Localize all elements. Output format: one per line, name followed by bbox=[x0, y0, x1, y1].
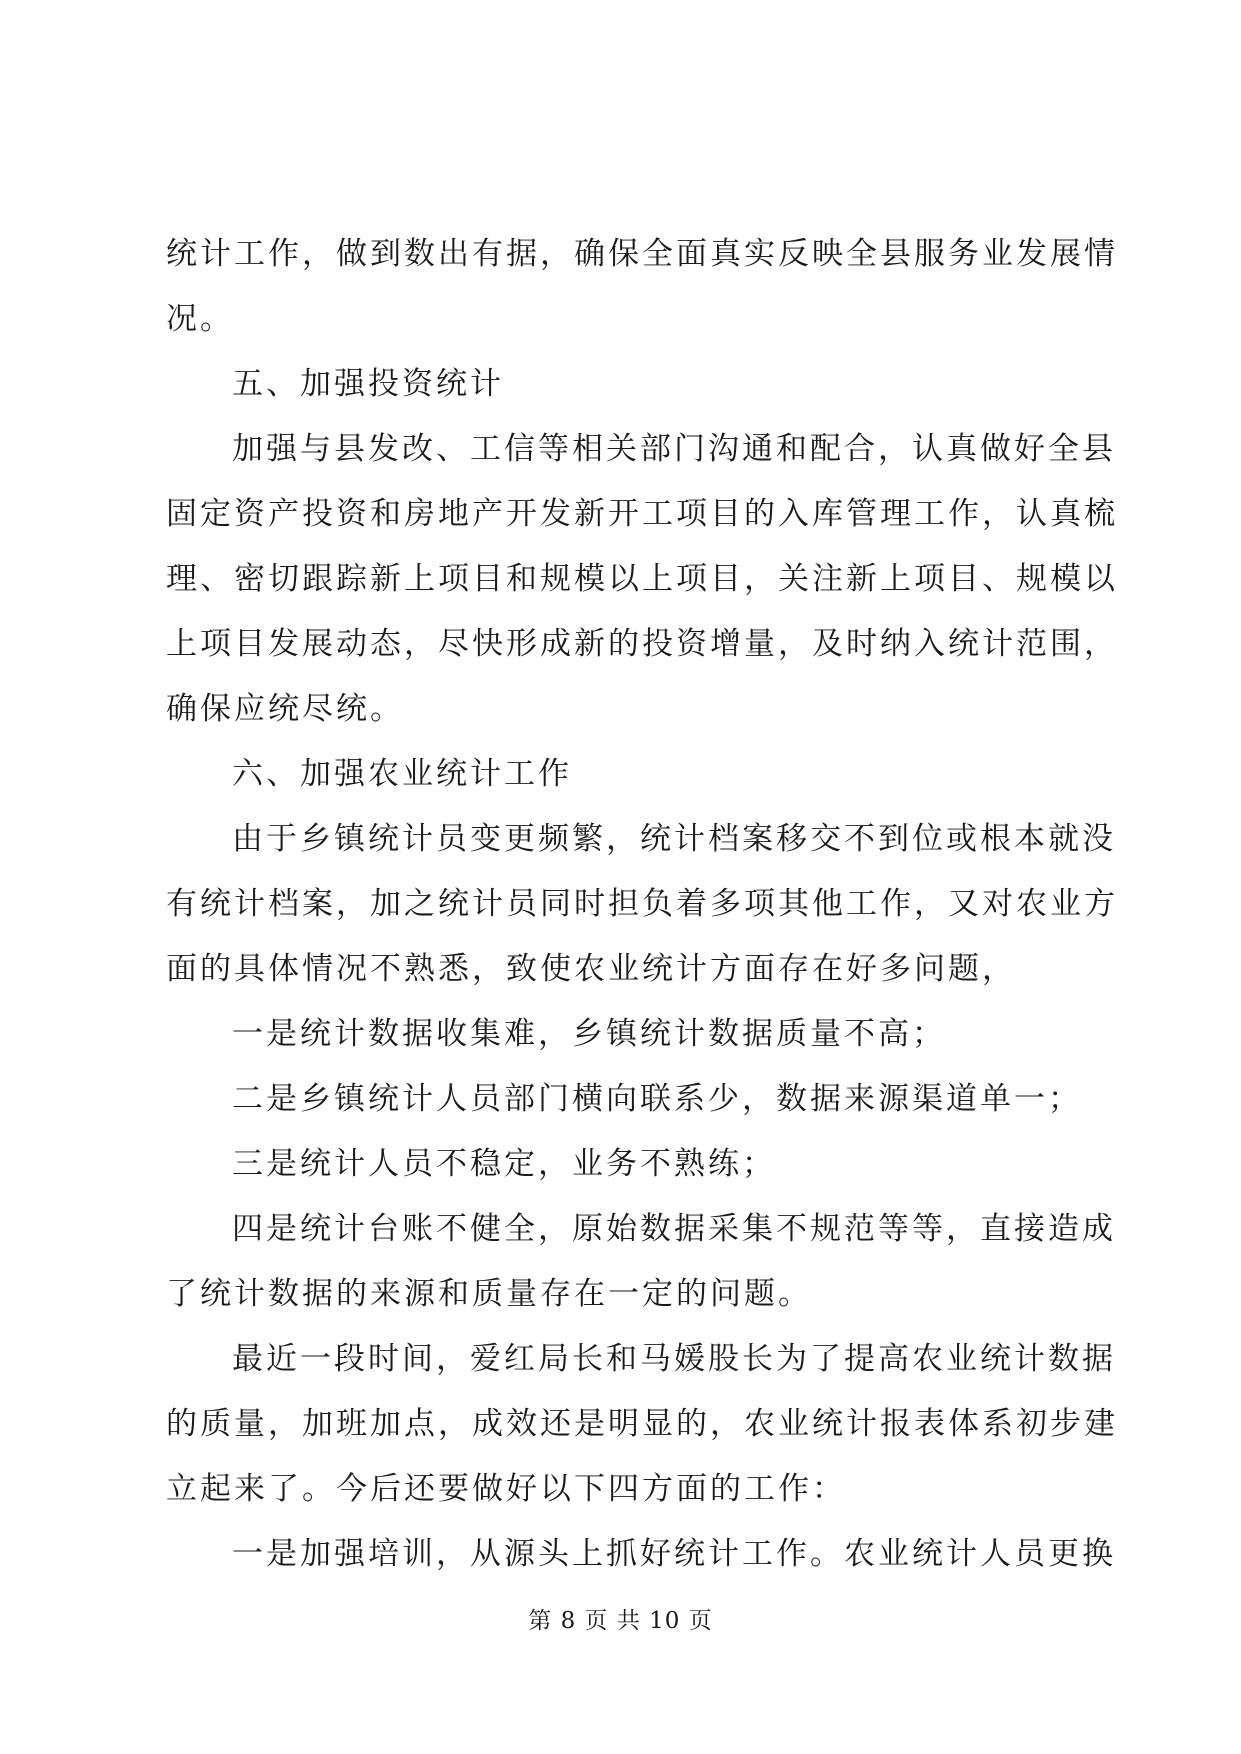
body-line: 统计工作，做到数出有据，确保全面真实反映全县服务业发展情 bbox=[166, 236, 1118, 272]
body-line: 上项目发展动态，尽快形成新的投资增量，及时纳入统计范围， bbox=[166, 626, 1118, 662]
page-number-footer: 第 8 页 共 10 页 bbox=[528, 1608, 713, 1634]
body-line: 立起来了。今后还要做好以下四方面的工作： bbox=[166, 1471, 846, 1507]
body-line: 一是加强培训，从源头上抓好统计工作。农业统计人员更换 bbox=[232, 1536, 1116, 1572]
body-line: 固定资产投资和房地产开发新开工项目的入库管理工作，认真梳 bbox=[166, 496, 1118, 532]
body-line: 加强与县发改、工信等相关部门沟通和配合，认真做好全县 bbox=[232, 431, 1116, 467]
body-line: 一是统计数据收集难，乡镇统计数据质量不高； bbox=[232, 1016, 946, 1052]
body-line: 面的具体情况不熟悉，致使农业统计方面存在好多问题， bbox=[166, 951, 1016, 987]
document-body bbox=[166, 222, 1118, 1587]
body-line: 了统计数据的来源和质量存在一定的问题。 bbox=[166, 1276, 812, 1312]
body-line: 三是统计人员不稳定，业务不熟练； bbox=[232, 1146, 776, 1182]
body-line: 理、密切跟踪新上项目和规模以上项目，关注新上项目、规模以 bbox=[166, 561, 1118, 597]
body-line: 况。 bbox=[166, 301, 234, 337]
body-line: 有统计档案，加之统计员同时担负着多项其他工作，又对农业方 bbox=[166, 886, 1118, 922]
section-heading: 六、加强农业统计工作 bbox=[232, 756, 572, 792]
section-heading: 五、加强投资统计 bbox=[232, 366, 504, 402]
body-line: 四是统计台账不健全，原始数据采集不规范等等，直接造成 bbox=[232, 1211, 1116, 1247]
body-line: 二是乡镇统计人员部门横向联系少，数据来源渠道单一； bbox=[232, 1081, 1082, 1117]
body-line: 确保应统尽统。 bbox=[166, 691, 404, 727]
body-line: 由于乡镇统计员变更频繁，统计档案移交不到位或根本就没 bbox=[232, 821, 1116, 857]
body-line: 最近一段时间，爱红局长和马媛股长为了提高农业统计数据 bbox=[232, 1341, 1116, 1377]
body-line: 的质量，加班加点，成效还是明显的，农业统计报表体系初步建 bbox=[166, 1406, 1118, 1442]
